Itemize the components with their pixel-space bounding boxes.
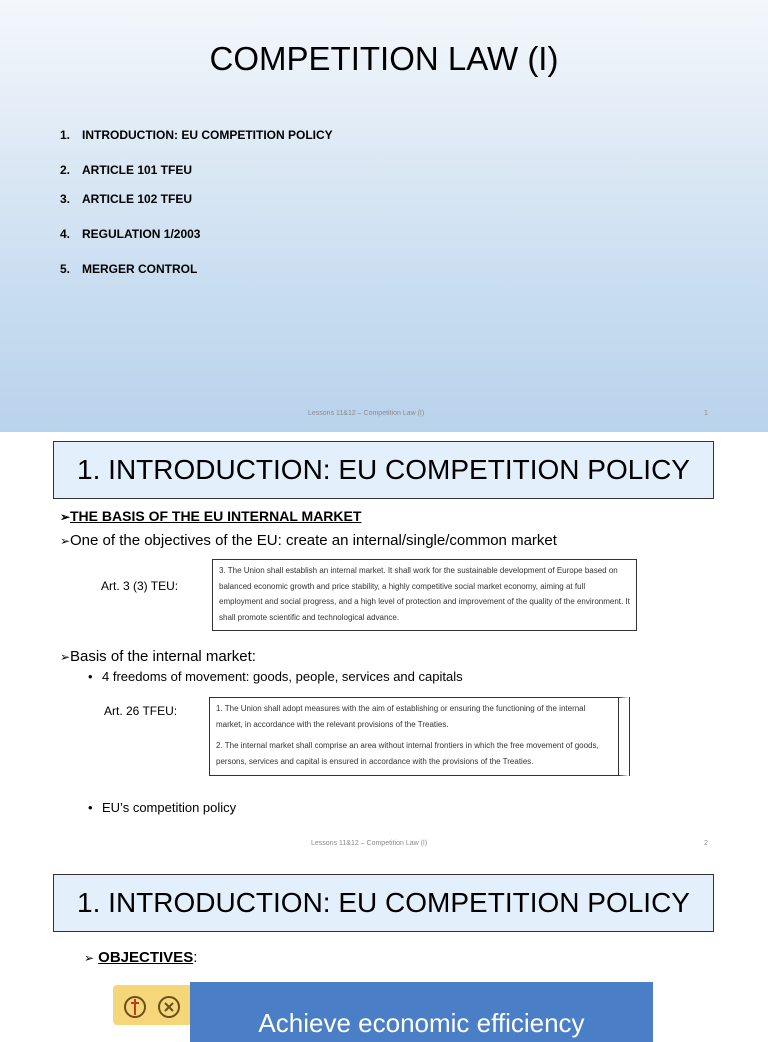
slide-1 bbox=[0, 0, 768, 432]
bullet-objectives: ➢ OBJECTIVES: bbox=[84, 949, 198, 966]
toc-item: 4. REGULATION 1/2003 bbox=[60, 227, 201, 241]
arrow-bullet-icon: ➢ bbox=[60, 650, 71, 664]
page-number: 1 bbox=[704, 410, 708, 417]
art3-label: Art. 3 (3) TEU: bbox=[101, 579, 179, 593]
toc-item: 1. INTRODUCTION: EU COMPETITION POLICY bbox=[60, 128, 333, 142]
section-heading: 1. INTRODUCTION: EU COMPETITION POLICY bbox=[53, 874, 714, 932]
section-heading: 1. INTRODUCTION: EU COMPETITION POLICY bbox=[53, 441, 714, 499]
toc-item: 2. ARTICLE 101 TFEU bbox=[60, 163, 193, 177]
art3-quote: 3. The Union shall establish an internal market. It shall work for the sustainable development of Europe based on balanced economic growth and price stability, a highly competitive social market economy, aiming at full employment and social progress, and a high level of protection and improvement of the quality of the environment. It shall promote scientific and technological advance. bbox=[212, 559, 637, 631]
sub-bullet-competition-policy: • EU’s competition policy bbox=[88, 800, 237, 815]
page-number: 2 bbox=[704, 840, 708, 847]
bullet-eu-objective: ➢One of the objectives of the EU: create an internal/single/common market bbox=[60, 532, 557, 549]
bullet-internal-market: ➢Basis of the internal market: bbox=[60, 648, 256, 665]
bullet-internal-market-basis: ➢THE BASIS OF THE EU INTERNAL MARKET bbox=[60, 508, 362, 524]
dot-bullet-icon: • bbox=[88, 800, 93, 815]
toc-item: 3. ARTICLE 102 TFEU bbox=[60, 192, 193, 206]
slide-footer: Lessons 11&12 – Competition Law (I) bbox=[311, 840, 428, 847]
slide-title: COMPETITION LAW (I) bbox=[209, 40, 559, 77]
objective-banner: Achieve economic efficiency bbox=[190, 982, 653, 1042]
art26-quote: 1. The Union shall adopt measures with the aim of establishing or ensuring the functioning of the internal market, in accordance with the relevant provisions of the Treaties. 2. The internal market shall comprise an area without internal frontiers in which the free movement of goods, persons, services and capital is ensured in accordance with the provisions of the Treaties. bbox=[209, 697, 629, 776]
arrow-bullet-icon: ➢ bbox=[60, 534, 71, 548]
arrow-bullet-icon: ➢ bbox=[60, 510, 71, 524]
slide-3 bbox=[0, 860, 768, 1038]
slide-2 bbox=[0, 432, 768, 860]
arrow-bullet-icon: ➢ bbox=[84, 951, 95, 965]
slide-footer: Lessons 11&12 – Competition Law (I) bbox=[308, 410, 425, 417]
toc-item: 5. MERGER CONTROL bbox=[60, 262, 198, 276]
dot-bullet-icon: • bbox=[88, 669, 93, 684]
art26-label: Art. 26 TFEU: bbox=[104, 704, 178, 718]
sub-bullet-freedoms: • 4 freedoms of movement: goods, people, services and capitals bbox=[88, 669, 463, 684]
quality-efficiency-icon bbox=[113, 985, 193, 1025]
